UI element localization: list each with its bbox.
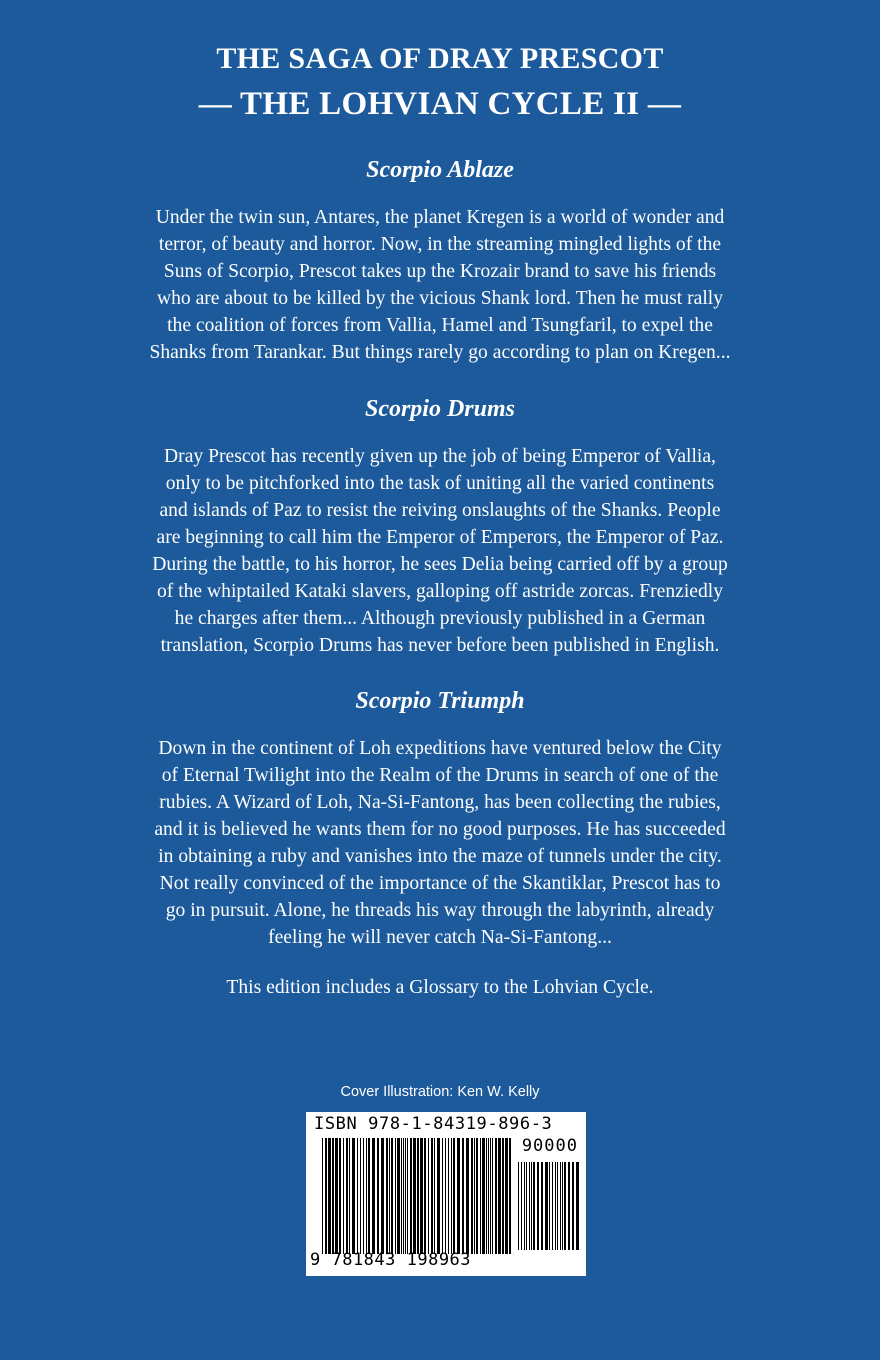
barcode-bar (431, 1138, 433, 1254)
barcode-bar (564, 1162, 566, 1250)
barcode-bar (498, 1138, 501, 1254)
blurb-line: in obtaining a ruby and vanishes into the maze of tunnels under the city. (158, 846, 722, 867)
blurb-line: only to be pitchforked into the task of uniting all the varied continents (165, 473, 715, 494)
barcode-bar (420, 1138, 423, 1254)
barcode-bar (343, 1138, 344, 1254)
blurb-line: go in pursuit. Alone, he threads his way through the labyrinth, already (165, 900, 715, 921)
barcode (306, 1112, 586, 1276)
blurb-scorpio-triumph (96, 735, 784, 951)
barcode-bar (352, 1138, 355, 1254)
barcode-bar (453, 1138, 455, 1254)
blurb-line: Down in the continent of Loh expeditions have ventured below the City (158, 738, 722, 759)
blurb-line: Under the twin sun, Antares, the planet Kregen is a world of wonder and (155, 207, 725, 228)
barcode-bar (395, 1138, 396, 1254)
blurb-line: are beginning to call him the Emperor of Emperors, the Emperor of Paz. (156, 527, 724, 548)
barcode-bar (346, 1138, 348, 1254)
blurb-line: Not really convinced of the importance of the Skantiklar, Prescot has to (159, 873, 721, 894)
barcode-bar (357, 1138, 358, 1254)
barcode-bars (322, 1138, 512, 1259)
barcode-bar (368, 1138, 370, 1254)
barcode-bar (457, 1138, 460, 1254)
barcode-bar (537, 1162, 539, 1250)
barcode-bar (560, 1162, 561, 1250)
blurb-line: Shanks from Tarankar. But things rarely go according to plan on Kregen... (149, 342, 731, 363)
price-addon-barcode-graphic (518, 1162, 580, 1250)
blurb-scorpio-ablaze (96, 204, 784, 366)
barcode-bar (349, 1138, 350, 1254)
barcode-bar (482, 1138, 485, 1254)
barcode-bar (552, 1162, 553, 1250)
barcode-bar (480, 1138, 481, 1254)
blurb-line: and it is believed he wants them for no good purposes. He has succeeded (154, 819, 726, 840)
blurb-line: he charges after them... Although previously published in a German (174, 608, 706, 629)
barcode-bar (471, 1138, 473, 1254)
barcode-bar (377, 1138, 379, 1254)
blurb-line: who are about to be killed by the vicious Shank lord. Then he must rally (156, 288, 724, 309)
barcode-bar (568, 1162, 570, 1250)
barcode-bar (403, 1138, 404, 1254)
barcode-bar (505, 1138, 508, 1254)
blurb-line: the coalition of forces from Vallia, Hamel and Tsungfaril, to expel the (167, 315, 713, 336)
cycle-title: — THE LOHVIAN CYCLE II — (198, 86, 682, 122)
barcode-bar (533, 1162, 535, 1250)
barcode-bar (332, 1138, 334, 1254)
barcode-bar (549, 1162, 550, 1250)
barcode-bar (339, 1138, 341, 1254)
barcode-bar (397, 1138, 400, 1254)
blurb-line: and islands of Paz to resist the reiving onslaughts of the Shanks. People (159, 500, 721, 521)
barcode-bar (407, 1138, 408, 1254)
book-title-scorpio-drums: Scorpio Drums (364, 396, 516, 422)
barcode-bar (413, 1138, 416, 1254)
barcode-bar (434, 1138, 435, 1254)
barcode-bar (363, 1138, 364, 1254)
ean-digits: 9 781843 198963 (310, 1250, 472, 1270)
barcode-bar (486, 1138, 487, 1254)
blurb-line: translation, Scorpio Drums has never before been published in English. (160, 635, 720, 656)
barcode-bar (322, 1138, 323, 1254)
barcode-bar (576, 1162, 579, 1250)
barcode-bar (531, 1162, 532, 1250)
barcode-bar (328, 1138, 331, 1254)
barcode-bar (476, 1138, 478, 1254)
book-title-scorpio-ablaze: Scorpio Ablaze (366, 157, 514, 183)
barcode-bar (555, 1162, 556, 1250)
barcode-bar (518, 1162, 519, 1250)
barcode-bar (372, 1138, 375, 1254)
book-title-scorpio-triumph: Scorpio Triumph (355, 688, 525, 714)
cover-credit: Cover Illustration: Ken W. Kelly (340, 1084, 540, 1100)
blurb-line: terror, of beauty and horror. Now, in the streaming mingled lights of the (158, 234, 722, 255)
barcode-bar (401, 1138, 402, 1254)
barcode-bar (335, 1138, 338, 1254)
barcode-bar (462, 1138, 464, 1254)
blurb-line: feeling he will never catch Na-Si-Fantong... (268, 927, 612, 948)
barcode-bar (391, 1138, 393, 1254)
barcode-bar (526, 1162, 527, 1250)
barcode-bar (381, 1138, 384, 1254)
barcode-bar (529, 1162, 530, 1250)
barcode-bar (325, 1138, 327, 1254)
barcode-bar (545, 1162, 548, 1250)
blurb-line: rubies. A Wizard of Loh, Na-Si-Fantong, has been collecting the rubies, (159, 792, 721, 813)
barcode-bar (410, 1138, 412, 1254)
blurb-line: of the whiptailed Kataki slavers, galloping off astride zorcas. Frenziedly (156, 581, 724, 602)
barcode-bar (509, 1138, 511, 1254)
blurb-line: During the battle, to his horror, he sees Delia being carried off by a group (152, 554, 728, 575)
barcode-bar (428, 1138, 429, 1254)
barcode-bar (490, 1138, 491, 1254)
barcode-bar (562, 1162, 563, 1250)
barcode-bar (417, 1138, 419, 1254)
barcode-bar (389, 1138, 390, 1254)
barcode-bar (488, 1138, 489, 1254)
barcode-bar (451, 1138, 452, 1254)
series-title: THE SAGA OF DRAY PRESCOT (216, 42, 664, 75)
isbn-text: ISBN 978-1-84319-896-3 (314, 1114, 553, 1134)
barcode-bar (521, 1162, 522, 1250)
price-code: 90000 (521, 1136, 578, 1156)
barcode-bar (442, 1138, 443, 1254)
barcode-bar (474, 1138, 475, 1254)
barcode-bar (448, 1138, 449, 1254)
barcode-bar (424, 1138, 426, 1254)
barcode-bar (405, 1138, 406, 1254)
barcode-bar (502, 1138, 504, 1254)
glossary-note: This edition includes a Glossary to the Lohvian Cycle. (226, 977, 654, 998)
barcode-bar (541, 1162, 543, 1250)
barcode-bar (492, 1138, 493, 1254)
barcode-bar (360, 1138, 361, 1254)
blurb-line: Suns of Scorpio, Prescot takes up the Krozair brand to save his friends (163, 261, 717, 282)
blurb-line: Dray Prescot has recently given up the job of being Emperor of Vallia, (164, 446, 716, 467)
barcode-bar (437, 1138, 440, 1254)
blurb-line: of Eternal Twilight into the Realm of the Drums in search of one of the (161, 765, 719, 786)
blurb-scorpio-drums (96, 443, 784, 659)
barcode-bar (445, 1138, 446, 1254)
barcode-bar (495, 1138, 497, 1254)
ean-barcode-graphic (322, 1138, 512, 1254)
barcode-bar (366, 1138, 367, 1254)
barcode-bar (572, 1162, 574, 1250)
barcode-bar (466, 1138, 469, 1254)
barcode-bar (524, 1162, 525, 1250)
barcode-bar (386, 1138, 388, 1254)
barcode-bar (557, 1162, 558, 1250)
